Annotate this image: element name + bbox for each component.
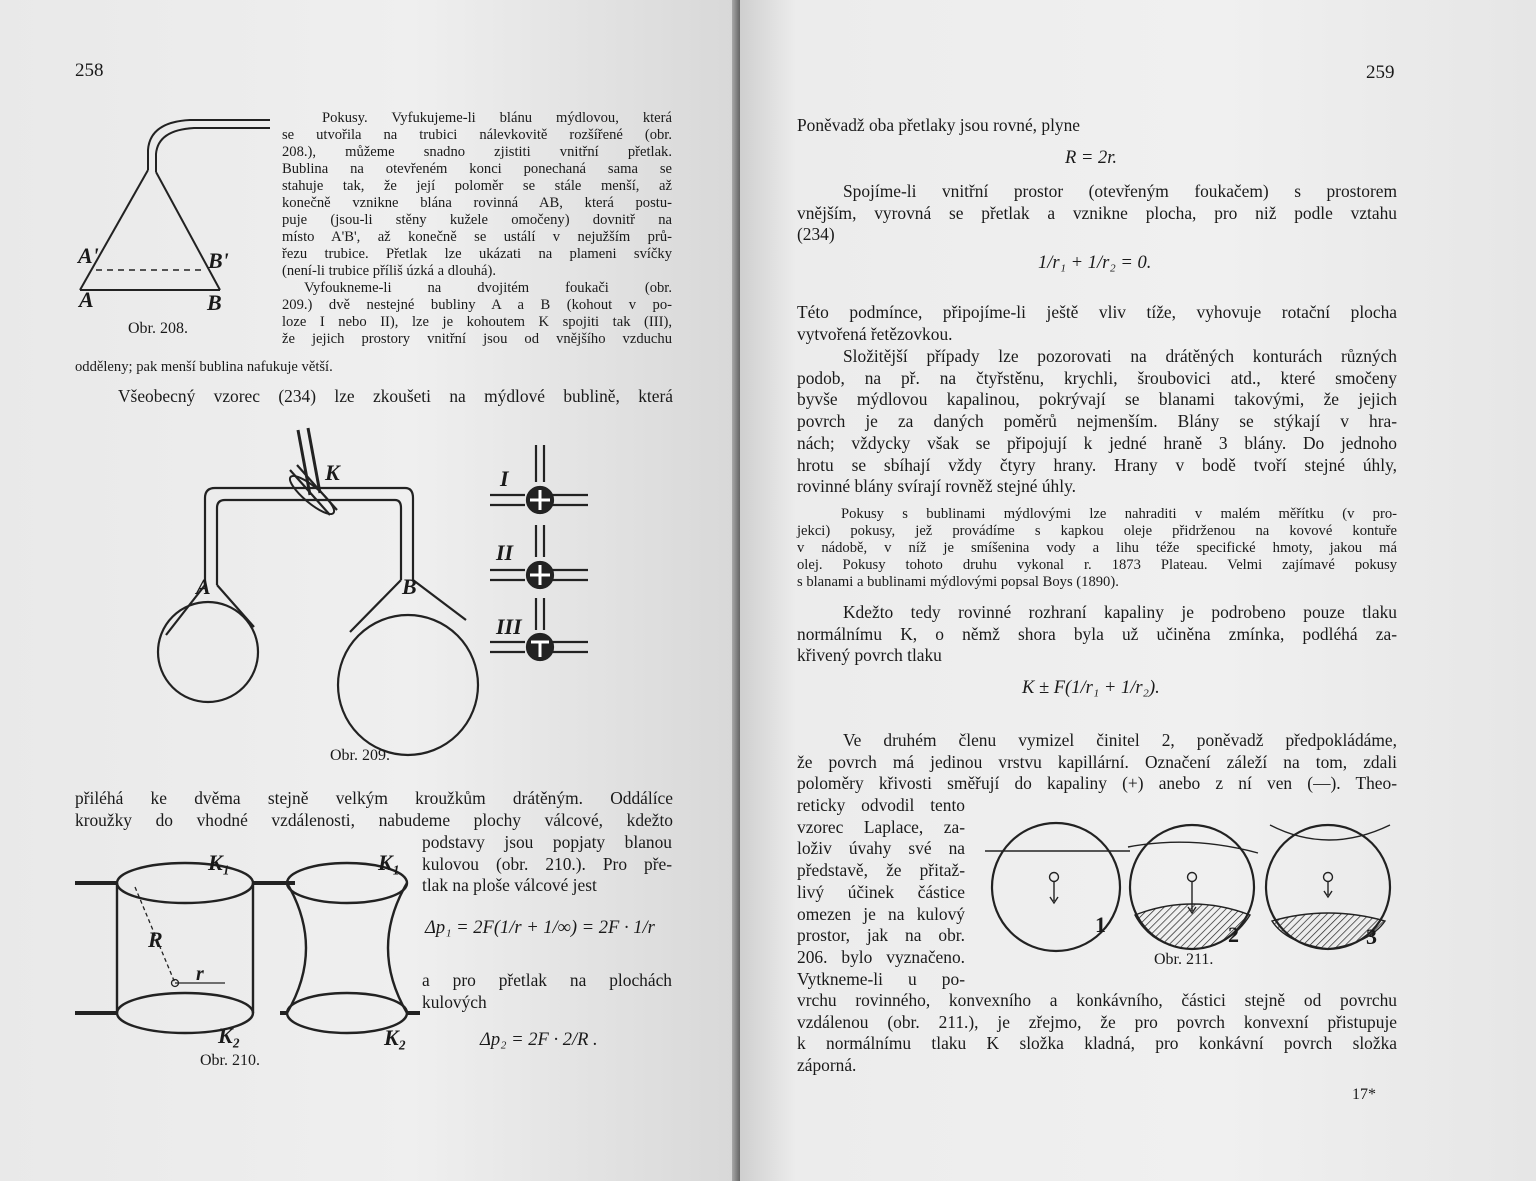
label-k2-left: K₂ [218, 1023, 241, 1048]
text-line: (není-li trubice příliš úzká a dlouhá). [282, 263, 496, 279]
text-line: vnějším, vyrovná se přetlak a vznikne plocha, pro niž podle vztahu [797, 202, 1397, 223]
text-line: loživ úvahy své na [797, 838, 965, 859]
text-line: rovinné blány svírají rovněž stejné úhly. [797, 476, 1076, 497]
label-a-prime: A' [78, 243, 99, 268]
text-line: vrchu rovinného, konvexního a konkávního, částici stejně od povrchu [797, 990, 1397, 1010]
text-line: poloměry křivosti směřují do kapaliny (+) anebo z ní ven (—). Theo- [797, 773, 1397, 794]
text-line: s blanami a bublinami mýdlovými popsal Boys (1890). [797, 574, 1119, 590]
label-k1-left: K₁ [208, 850, 231, 875]
right-page [740, 0, 1536, 1181]
text-line: Složitější případy lze pozorovati na drátěných konturách různých [843, 346, 1397, 366]
text-line: Této podmínce, připojíme-li ještě vliv tíže, vyhovuje rotační plocha [797, 302, 1397, 322]
figure-209 [150, 420, 590, 730]
text-line: Spojíme-li vnitřní prostor (otevřeným foukačem) s prostorem [843, 181, 1397, 201]
equation-laplace: K ± F(1/r₁ + 1/r₂). [1022, 678, 1160, 698]
text-line: povrch je za daných poměrů nejmenším. Blány se stýkají v hra- [797, 411, 1397, 432]
formula-delta-p1: Δp₁ = 2F(1/r + 1/∞) = 2F · 1/r [425, 918, 655, 938]
narrow-column [797, 795, 965, 990]
pokusy-small-paragraph [797, 506, 1397, 591]
text-line: Ve druhém členu vymizel činitel 2, poněvadž předpokládáme, [843, 730, 1397, 750]
label-position-ii: II [496, 540, 514, 565]
side-text [422, 832, 672, 897]
text-line: odděleny; pak menší bublina nafukuje větší. [75, 359, 333, 375]
text-line: podob, na př. na čtyřstěnu, krychli, šroubovici atd., které smočeny [797, 367, 1397, 388]
pokusy-paragraph [282, 110, 672, 348]
left-page [0, 0, 752, 1181]
figure-210 [75, 855, 425, 1055]
text-line: konečně vznikne blána rovinná AB, která postu- [282, 195, 672, 211]
label-k: K [325, 460, 340, 485]
text-line: kulových [422, 991, 487, 1012]
text-line: hrotu se sbíhají vždy čtyry hrany. Hrany v bodě tvoří stejné úhly, [797, 454, 1397, 475]
text-line: tlak na ploše válcové jest [422, 875, 597, 896]
text-line: (234) [797, 224, 835, 245]
text-line: křivený povrch tlaku [797, 645, 942, 666]
text-line: řezu trubice. Přetlak lze ukázati na plameni svíčky [282, 246, 672, 262]
text-line: se utvořila na trubici nálevkovitě rozšířené (obr. [282, 127, 672, 143]
text-line: Poněvadž oba přetlaky jsou rovné, plyne [797, 115, 1081, 135]
label-fig211-3: 3 [1366, 924, 1377, 949]
text-line: Vyfoukneme-li na dvojitém foukači (obr. [304, 280, 672, 296]
text-line: Pokusy s bublinami mýdlovými lze nahraditi v malém měřítku (v pro- [841, 506, 1397, 522]
label-k2-right: K₂ [384, 1025, 407, 1050]
text-line: nách; vždycky však se připojují k jedné hraně 3 blány. Do jednoho [797, 432, 1397, 453]
text-line: představě, že přitaž- [797, 860, 965, 881]
formula-delta-p2: Δp₂ = 2F · 2/R . [480, 1030, 598, 1050]
equation-r-2r: R = 2r. [1065, 148, 1118, 168]
vseobecny-line: Všeobecný vzorec (234) lze zkoušeti na mýdlové bublině, která [118, 386, 673, 406]
text-line: 206. bylo vyznačeno. [797, 946, 965, 967]
text-line: Kdežto tedy rovinné rozhraní kapaliny je podrobeno pouze tlaku [843, 602, 1397, 622]
label-bubble-a: A [196, 574, 211, 599]
caption-fig-208: Obr. 208. [128, 320, 188, 337]
text-line: prostor, jak na obr. [797, 925, 965, 946]
text-line: jekci) pokusy, jež provádíme s kapkou oleje přidrženou na kovové kontuře [797, 523, 1397, 539]
text-line: 208.), můžeme snadno zjistiti vnitřní přetlak. [282, 144, 672, 160]
page-number-right: 259 [1366, 62, 1395, 83]
text-line: k normálnímu tlaku K složka kladná, pro konkávní povrch složka [797, 1033, 1397, 1054]
text-line: olej. Pokusy tohoto druhu vykonal r. 1873 Plateau. Velmi zajímavé pokusy [797, 557, 1397, 573]
slozitejsi-paragraph [797, 346, 1397, 498]
text-line: podstavy jsou popjaty blanou [422, 832, 672, 852]
final-paragraph [797, 990, 1397, 1077]
label-b: B [207, 290, 222, 315]
text-line: že jejich prostory vnitřní jsou od vnějšího vzduchu [282, 331, 672, 347]
teto-paragraph [797, 302, 1397, 345]
text-line: normálnímu K, o němž shora byla už učiněna zmínka, podléhá za- [797, 623, 1397, 644]
figure-211 [980, 815, 1400, 955]
label-bubble-b: B [402, 574, 417, 599]
text-line: puje (jsou-li stěny kužele omočeny) dovnitř na [282, 212, 672, 228]
text-line: že povrch má jedinou vrstvu kapillární. Označení záleží na tom, zdali [797, 751, 1397, 772]
text-line: livý účinek částice [797, 881, 965, 902]
label-fig211-2: 2 [1228, 922, 1239, 947]
text-line: vytvořená řetězovkou. [797, 323, 953, 344]
text-line: a pro přetlak na plochách [422, 970, 672, 990]
text-line: omezen je na kulový [797, 903, 965, 924]
caption-fig-209: Obr. 209. [330, 747, 390, 764]
label-position-i: I [500, 466, 509, 491]
text-line: vzdálenou (obr. 211.), je zřejmo, že pro povrch konvexní přistupuje [797, 1011, 1397, 1032]
text-line: loze I nebo II), lze je kohoutem K spojiti tak (III), [282, 314, 672, 330]
text-line: kroužky do vhodné vzdálenosti, nabudeme plochy válcové, kdežto [75, 810, 673, 830]
text-line: Bublina na otevřeném konci ponechaná sama se [282, 161, 672, 177]
text-line: 209.) dvě nestejné bubliny A a B (kohout v po- [282, 297, 672, 313]
kdezto-paragraph [797, 602, 1397, 667]
text-line: byvše mýdlovou kapalinou, pokrývají se blanami takovými, že jejich [797, 389, 1397, 410]
text-line: reticky odvodil tento [797, 795, 965, 815]
label-b-prime: B' [208, 248, 229, 273]
text-line: stahuje tak, že její poloměr se stále menší, až [282, 178, 672, 194]
label-k1-right: K₁ [378, 850, 401, 875]
text-line: záporná. [797, 1055, 857, 1076]
page-number-left: 258 [75, 60, 104, 81]
signature-mark: 17* [1352, 1086, 1376, 1103]
druhem-paragraph [797, 730, 1397, 795]
text-line: Vytkneme-li u po- [797, 968, 965, 989]
label-a: A [79, 287, 94, 312]
caption-fig-211: Obr. 211. [1154, 951, 1214, 968]
text-line: kulovou (obr. 210.). Pro pře- [422, 853, 672, 874]
label-r-small: r [196, 963, 204, 985]
equation-zero: 1/r₁ + 1/r₂ = 0. [1038, 253, 1152, 273]
label-r-big: R [148, 927, 163, 952]
text-line: místo A'B', až konečně se ustálí v nejužším prů- [282, 229, 672, 245]
label-position-iii: III [496, 614, 522, 639]
spojime-paragraph [797, 181, 1397, 246]
side-text-2 [422, 970, 672, 1013]
text-line: přiléhá ke dvěma stejně velkým kroužkům drátěným. Oddálíce [75, 788, 673, 808]
caption-fig-210: Obr. 210. [200, 1052, 260, 1069]
label-fig211-1: 1 [1095, 912, 1106, 937]
text-line: v nádobě, v níž je smíšenina vody a lihu téže specifické hmoty, jakou má [797, 540, 1397, 556]
text-line: vzorec Laplace, za- [797, 816, 965, 837]
text-line: Pokusy. Vyfukujeme-li blánu mýdlovou, která [322, 110, 672, 126]
